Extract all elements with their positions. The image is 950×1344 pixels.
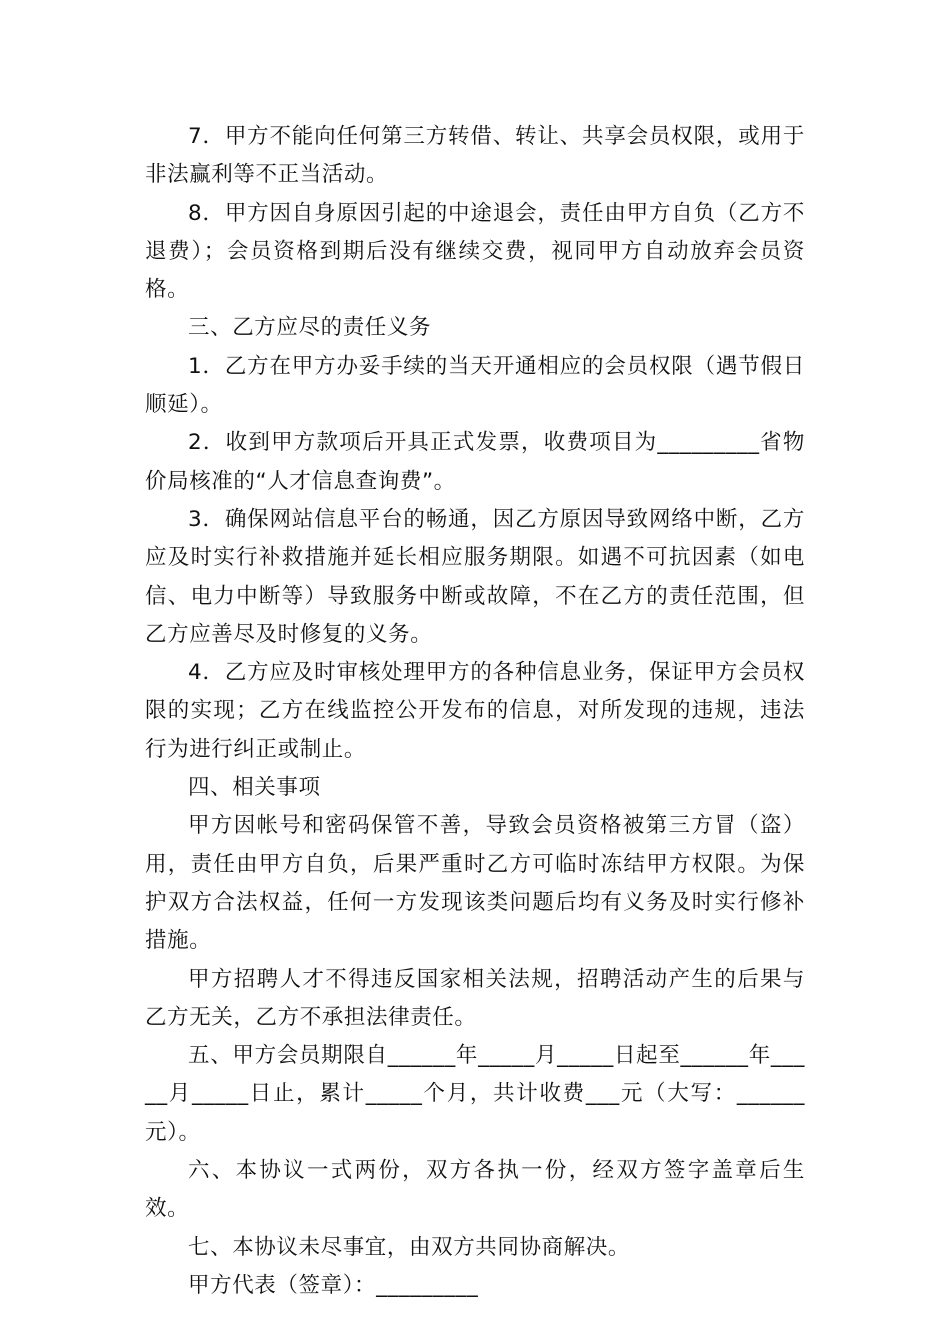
clause-8-paragraph: 8．甲方因自身原因引起的中途退会，责任由甲方自负（乙方不退费）；会员资格到期后没有继续交费，视同甲方自动放弃会员资格。 xyxy=(145,200,805,303)
document-body xyxy=(145,118,805,1305)
clause-7-paragraph: 7．甲方不能向任何第三方转借、转让、共享会员权限，或用于非法赢利等不正当活动。 xyxy=(145,124,805,188)
party-a-signature-line: 甲方代表（签章）：_________ xyxy=(188,1272,479,1298)
section-4-recruitment-paragraph: 甲方招聘人才不得违反国家相关法规，招聘活动产生的后果与乙方无关，乙方不承担法律责任。 xyxy=(145,966,805,1030)
section-4-account-paragraph: 甲方因帐号和密码保管不善，导致会员资格被第三方冒（盗）用，责任由甲方自负，后果严重时乙方可临时冻结甲方权限。为保护双方合法权益，任何一方发现该类问题后均有义务及时实行修补措施。 xyxy=(145,813,805,954)
section-3-heading: 三、乙方应尽的责任义务 xyxy=(188,315,432,341)
section-3-clause-3: 3．确保网站信息平台的畅通，因乙方原因导致网络中断，乙方应及时实行补救措施并延长相应服务期限。如遇不可抗因素（如电信、电力中断等）导致服务中断或故障，不在乙方的责任范围，但乙方应善尽及时修复的义务。 xyxy=(145,506,805,647)
section-6-paragraph: 六、本协议一式两份，双方各执一份，经双方签字盖章后生效。 xyxy=(145,1158,805,1222)
section-3-clause-2: 2．收到甲方款项后开具正式发票，收费项目为_________省物价局核准的“人才信息查询费”。 xyxy=(145,430,805,494)
section-5-term-paragraph: 五、甲方会员期限自______年_____月_____日起至______年_____月_____日止，累计_____个月，共计收费___元（大写：______元）。 xyxy=(145,1043,805,1145)
section-4-heading: 四、相关事项 xyxy=(188,775,321,801)
section-3-clause-1: 1．乙方在甲方办妥手续的当天开通相应的会员权限（遇节假日顺延）。 xyxy=(145,353,805,418)
section-7-paragraph: 七、本协议未尽事宜，由双方共同协商解决。 xyxy=(188,1234,631,1260)
section-3-clause-4: 4．乙方应及时审核处理甲方的各种信息业务，保证甲方会员权限的实现；乙方在线监控公开发布的信息，对所发现的违规，违法行为进行纠正或制止。 xyxy=(145,660,805,762)
